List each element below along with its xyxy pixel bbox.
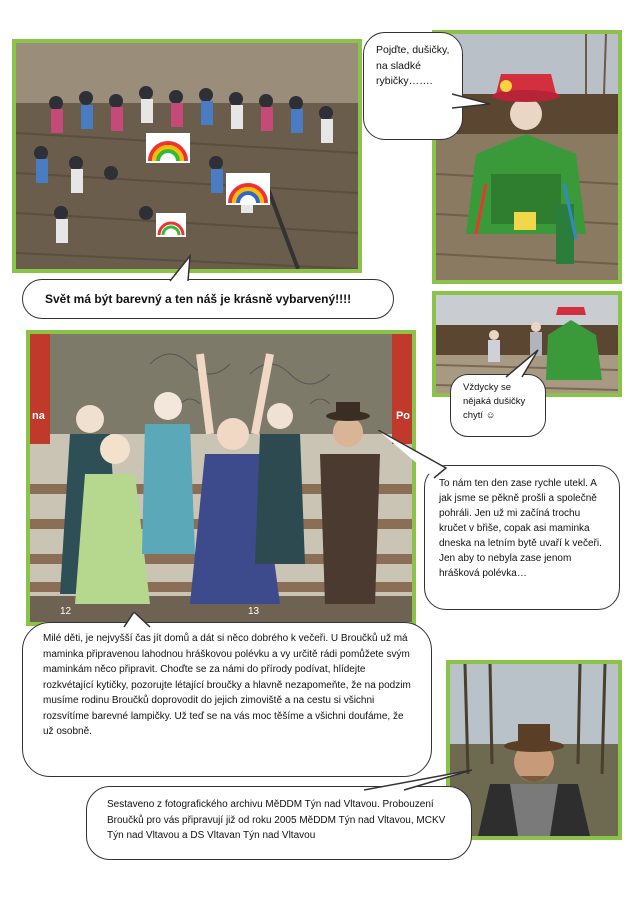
bubble-vzdycky: Vždycky se nějaká dušičky chytí ☺ (450, 374, 546, 437)
bubble-tail-vzdycky (502, 348, 542, 378)
photo-man-in-hat (446, 660, 622, 840)
bubble-tail-mile-deti (120, 612, 160, 628)
photo-crowd-rainbows (12, 39, 362, 273)
stage-sign: Po (395, 410, 410, 422)
bubble-mile-deti: Milé děti, je nejvyšší čas jít domů a dát si něco dobrého k večeři. U Broučků už má maminka připravenou lahodnou hráškovou polévku a vy určitě rádi pomůžete svým maminkám něco připravit. Choďte se za námi do přírody podívat, hlídejte rozkvétající kytičky, pozorujte létající broučky a hlavně nezapomeňte, že na podzim musíme rodinu Broučků doprovodit do jejich zimoviště a na cestu si všichni rozsvítíme barevné lampičky. Už teď se na vás moc těšíme a všichni doufáme, že už osobně. (22, 622, 432, 777)
bubble-tail-pojdte (452, 92, 492, 112)
seat-number-13: 13 (248, 606, 260, 617)
bubble-pojdte-dusicky: Pojďte, dušičky, na sladké rybičky……. (363, 32, 463, 140)
bubble-tail-credits (364, 768, 474, 792)
bubble-svet-barevny: Svět má být barevný a ten náš je krásně vybarvený!!!! (22, 279, 394, 319)
bubble-to-nam: To nám ten den zase rychle utekl. A jak jsme se pěkně prošli a společně pohráli. Jen už mi začíná trochu kručet v břiše, copak asi maminka dneska na letním bytě uvaří k večeři. Jen aby to nebyla zase jenom hrášková polévka… (424, 465, 620, 610)
bubble-tail-to-nam (378, 430, 448, 480)
bubble-tail-svet (164, 254, 204, 282)
stage-sign-left: na (32, 410, 45, 422)
bubble-credits: Sestaveno z fotografického archivu MěDDM Týn nad Vltavou. Probouzení Broučků pro vás připravují již od roku 2005 MěDDM Týn nad Vltavou, MCKV Týn nad Vltavou a DS Vltavan Týn nad Vltavou (86, 786, 472, 860)
photo-performers-stage (26, 330, 416, 626)
seat-number-12: 12 (60, 606, 72, 617)
